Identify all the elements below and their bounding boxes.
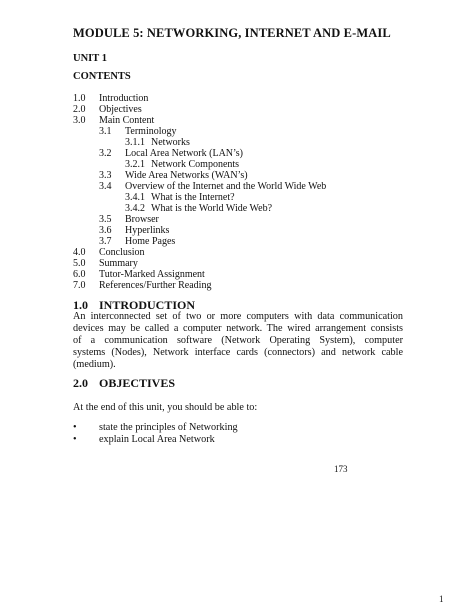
toc-entry-number: 3.5: [99, 214, 112, 225]
toc-entry-title: Tutor-Marked Assignment: [99, 269, 205, 280]
toc-entry-title: What is the World Wide Web?: [151, 203, 273, 214]
toc-entry-title: Terminology: [125, 126, 177, 137]
section-title: INTRODUCTION: [99, 298, 196, 312]
toc-entry-number: 6.0: [73, 269, 86, 280]
toc-entry-title: Summary: [99, 258, 138, 269]
toc-entry-title: Home Pages: [125, 236, 176, 247]
paragraph-line: (medium).: [73, 359, 116, 371]
toc-entry-number: 5.0: [73, 258, 86, 269]
toc-entry-number: 3.7: [99, 236, 112, 247]
section-title: OBJECTIVES: [99, 376, 176, 390]
section-number: 2.0: [73, 376, 88, 390]
toc-entry-number: 2.0: [73, 104, 86, 115]
toc-entry-title: Main Content: [99, 115, 155, 126]
contents-heading: CONTENTS: [73, 71, 131, 82]
toc-entry-title: Browser: [125, 214, 159, 225]
toc-entry-title: Wide Area Networks (WAN’s): [125, 170, 248, 181]
toc-entry-number: 3.0: [73, 115, 86, 126]
toc-entry-title: Overview of the Internet and the World Wide Web: [125, 181, 327, 192]
toc-entry-number: 4.0: [73, 247, 86, 258]
book-page-number: 173: [334, 464, 348, 474]
bullet-text: state the principles of Networking: [99, 422, 238, 433]
toc-entry-title: Local Area Network (LAN’s): [125, 148, 244, 159]
toc-entry-number: 3.2.1: [125, 159, 145, 170]
toc-entry-title: Networks: [151, 137, 190, 148]
paragraph-line: of a communication software (Network Operating System), computer: [73, 335, 403, 347]
toc-entry-number: 3.6: [99, 225, 112, 236]
toc-entry-title: References/Further Reading: [99, 280, 212, 291]
toc-entry-number: 3.1.1: [125, 137, 145, 148]
toc-entry-title: Conclusion: [99, 247, 145, 258]
toc-entry-title: Introduction: [99, 93, 149, 104]
objectives-lead-text: At the end of this unit, you should be able to:: [73, 402, 258, 413]
bullet-mark: •: [73, 434, 77, 445]
introduction-paragraph: [73, 311, 403, 371]
toc-entry-title: Hyperlinks: [125, 225, 170, 236]
unit-label: UNIT 1: [73, 53, 107, 64]
toc-entry-number: 1.0: [73, 93, 86, 104]
paragraph-line: systems (Nodes), Network interface cards (connectors) and network cable: [73, 347, 403, 359]
module-title: MODULE 5: NETWORKING, INTERNET AND E-MAIL: [73, 26, 391, 40]
paragraph-line: An interconnected set of two or more computers with data communication: [73, 311, 403, 322]
toc-entry-number: 7.0: [73, 280, 86, 291]
toc-entry-title: Network Components: [151, 159, 240, 170]
section-number: 1.0: [73, 298, 88, 312]
toc-entry-number: 3.3: [99, 170, 112, 181]
toc-entry-number: 3.4.1: [125, 192, 145, 203]
toc-entry-number: 3.4.2: [125, 203, 145, 214]
bullet-mark: •: [73, 422, 77, 433]
sheet-page-number: 1: [439, 594, 444, 604]
toc-entry-number: 3.4: [99, 181, 112, 192]
toc-entry-number: 3.1: [99, 126, 112, 137]
toc-entry-title: Objectives: [99, 104, 142, 115]
bullet-text: explain Local Area Network: [99, 434, 215, 445]
toc-entry-number: 3.2: [99, 148, 112, 159]
toc-entry-title: What is the Internet?: [151, 192, 235, 203]
paragraph-line: devices may be called a computer network. The wired arrangement consists: [73, 323, 403, 335]
